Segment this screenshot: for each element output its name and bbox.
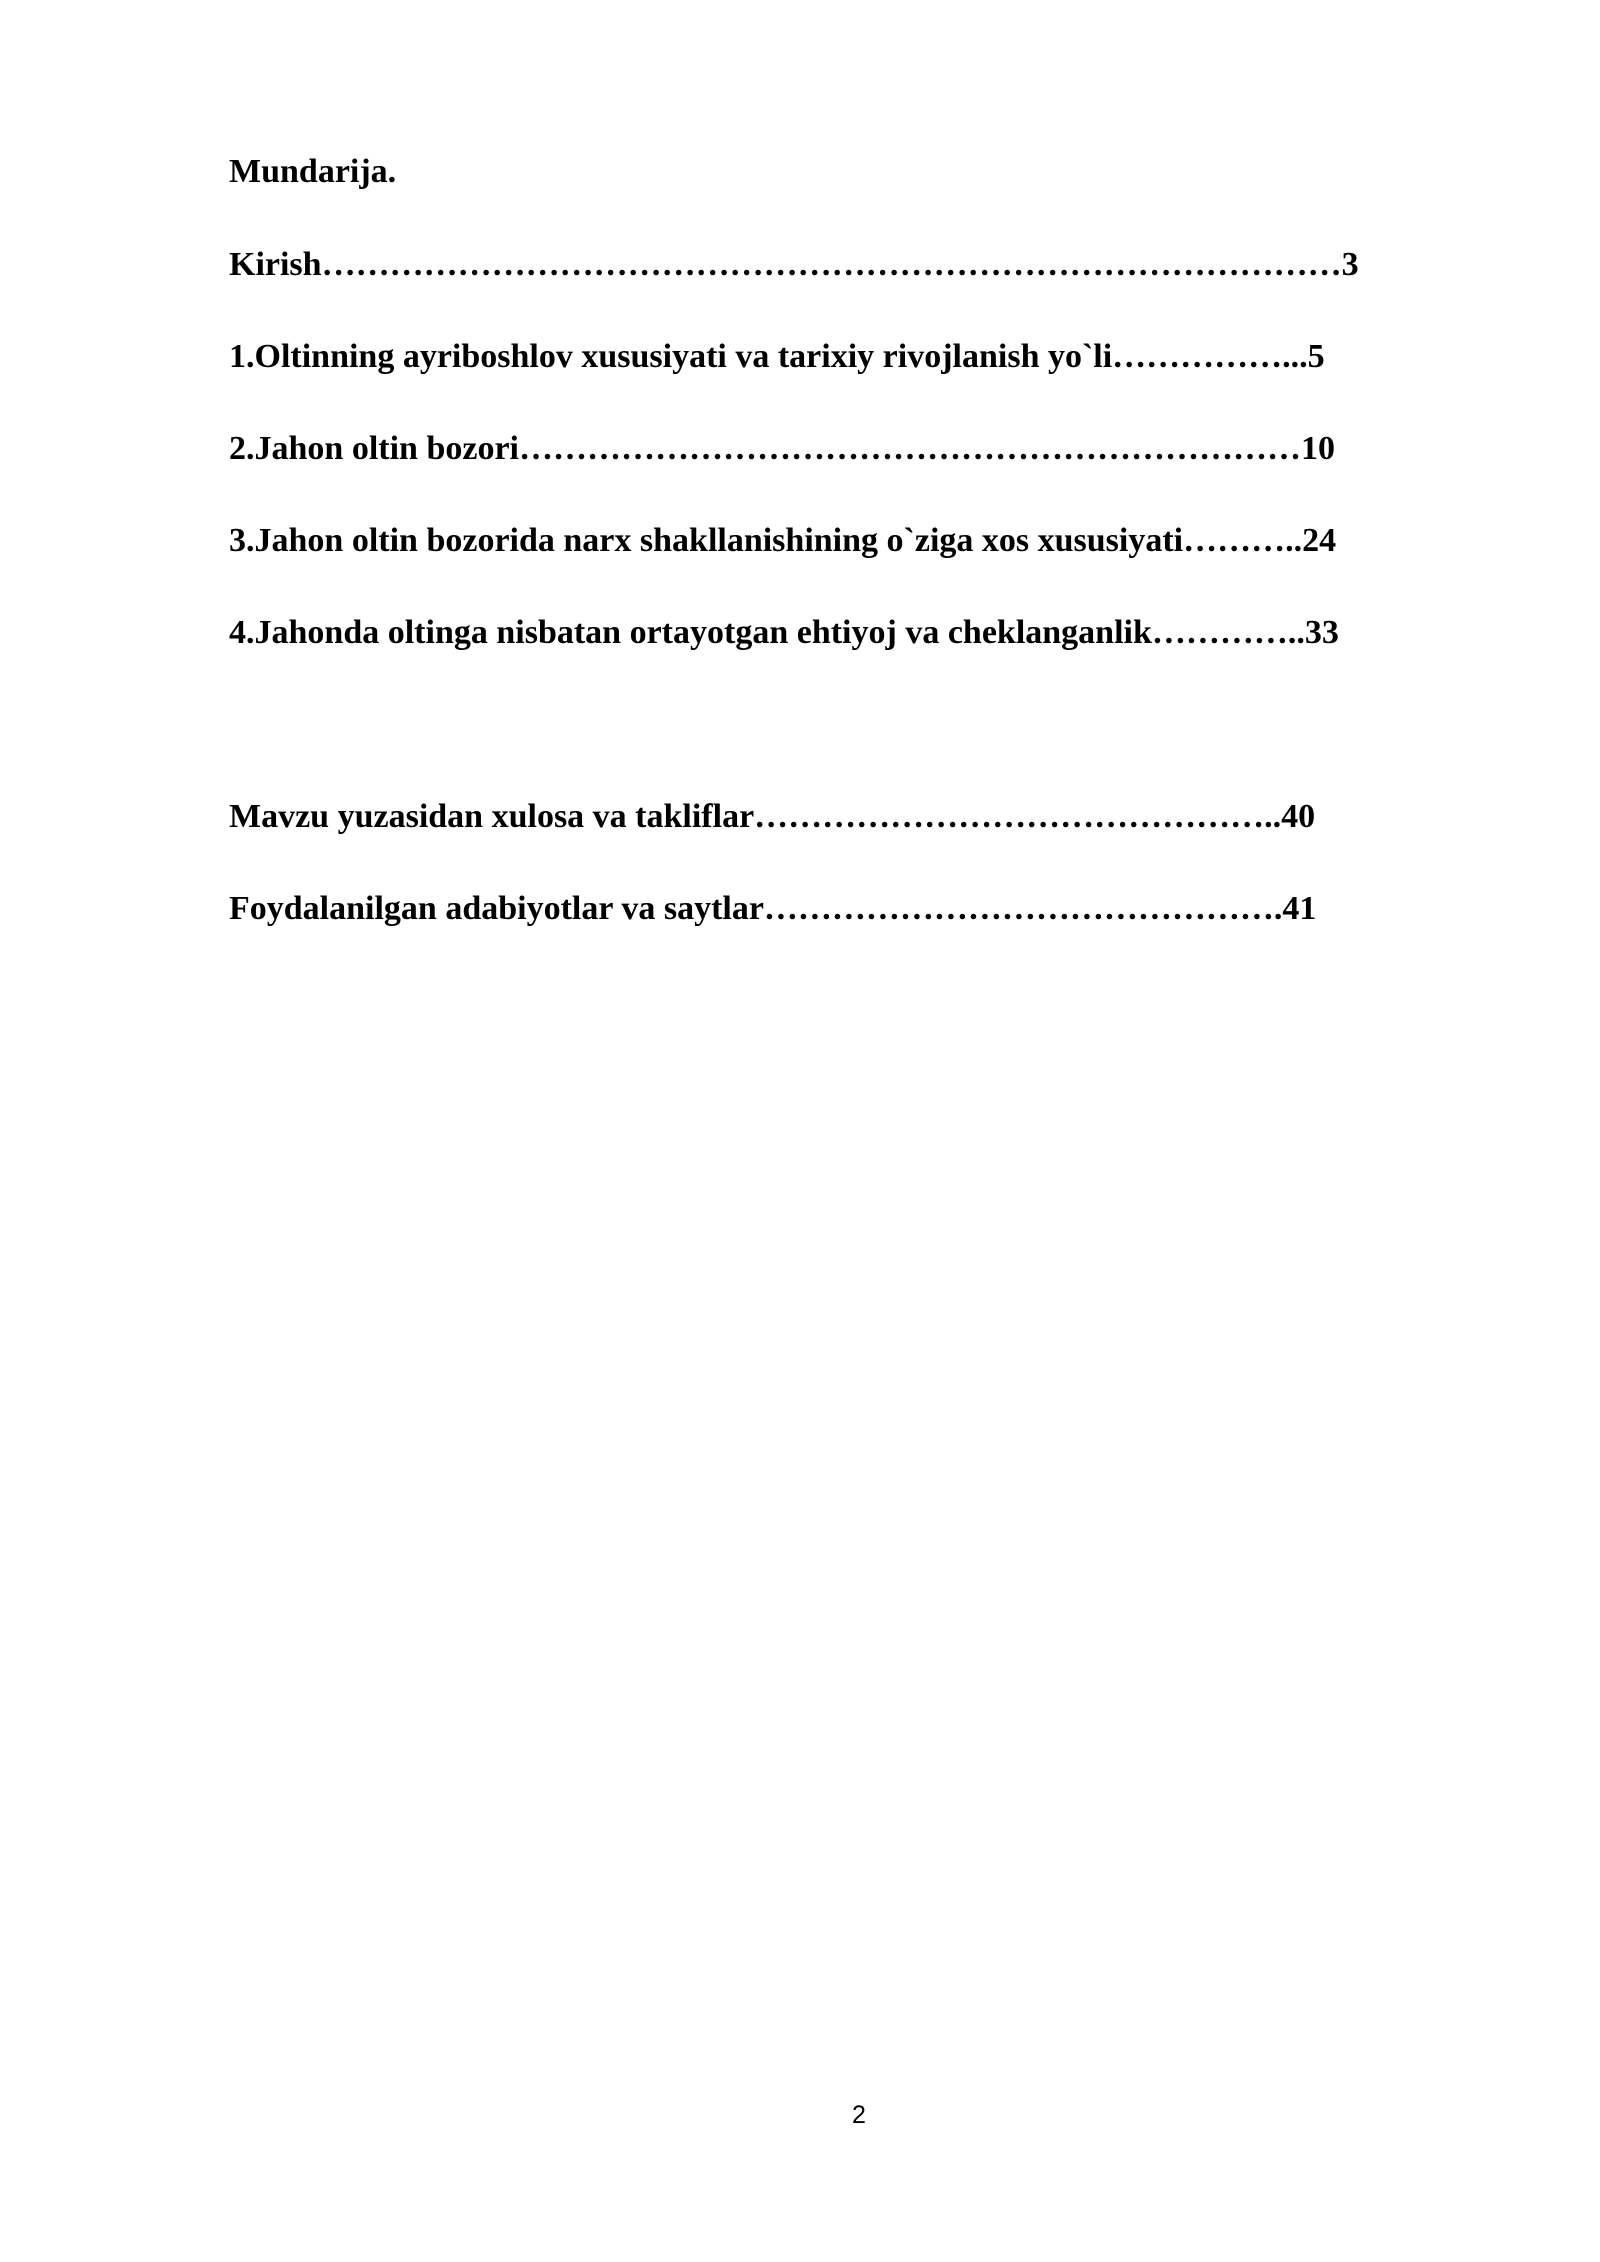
toc-entry-references: Foydalanilgan adabiyotlar va saytlar……………………………………….41 [229, 890, 1317, 927]
toc-entry-conclusion: Mavzu yuzasidan xulosa va takliflar………………………………………..40 [229, 798, 1316, 835]
toc-entry-2: 2.Jahon oltin bozori……………………………………………………………10 [229, 430, 1335, 467]
toc-heading: Mundarija. [229, 153, 397, 190]
toc-entry-1: 1.Oltinning ayriboshlov xususiyati va tarixiy rivojlanish yo`li……………...5 [229, 338, 1325, 375]
toc-entry-4: 4.Jahonda oltinga nisbatan ortayotgan ehtiyoj va cheklanganlik…………..33 [229, 614, 1339, 651]
toc-entry-3: 3.Jahon oltin bozorida narx shakllanishining o`ziga xos xususiyati………..24 [229, 522, 1337, 559]
toc-entry-kirish: Kirish………………………………………………………………………………3 [229, 246, 1359, 283]
page-number: 2 [852, 2101, 866, 2129]
